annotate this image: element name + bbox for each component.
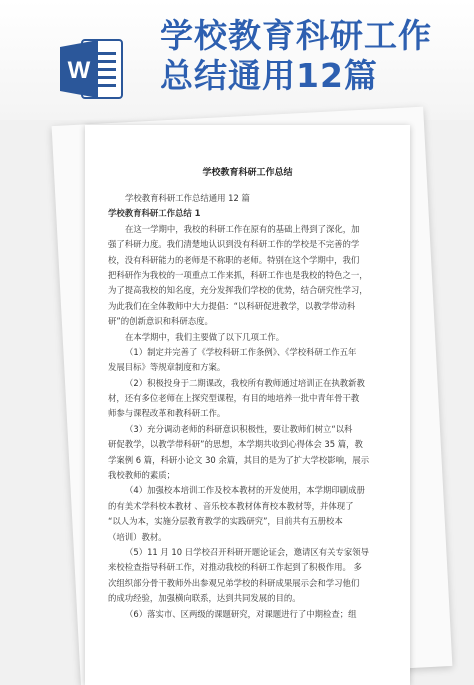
word-icon-letter: W: [67, 57, 91, 84]
page-title: [160, 16, 460, 96]
document-line: （1）制定并完善了《学校科研工作条例》、《学校科研工作五年: [125, 346, 357, 357]
document-line: （4）加强校本培训工作及校本教材的开发使用，本学期印刷成册: [125, 485, 365, 496]
header-banner: [0, 0, 474, 120]
document-line: 来校检查指导科研工作，对推动我校的科研工作起到了积极作用。 多: [108, 562, 362, 573]
document-line: （6）落实市、区两级的课题研究，对课题进行了中期检查；组: [125, 608, 357, 619]
document-line: （培训）教材。: [108, 531, 167, 542]
document-line: 在这一学期中，我校的科研工作在原有的基础上得到了深化，加: [125, 223, 360, 234]
document-line: 学案例 6 篇，科研小论文 30 余篇，其目的是为了扩大学校影响，展示: [108, 454, 370, 465]
document-line: （5）11 月 10 日学校召开科研开题论证会，邀请区有关专家领导: [125, 546, 370, 557]
document-line: 为了提高我校的知名度，充分发挥我们学校的优势，结合研究性学习，: [108, 285, 368, 296]
document-line: 我校教师的素质；: [108, 470, 175, 481]
document-line: 材，还有多位老师在上探究型课程，有目的地培养一批中青年骨干教: [108, 393, 360, 404]
document-line: 发展目标》等规章制度和方案。: [108, 362, 226, 373]
document-line: 次组织部分骨干教师外出参观兄弟学校的科研成果展示会和学习他们: [108, 577, 360, 588]
word-icon: [58, 34, 128, 104]
document-line: “以人为本，实施分层教育教学的实践研究”，目前共有五册校本: [108, 516, 343, 527]
document-line: 的有美术学科校本教材 、音乐校本教材体育校本教材等，并体现了: [108, 500, 354, 511]
document-title: 学校教育科研工作总结: [202, 168, 293, 178]
document-line: （3）充分调动老师的科研意识积极性，要让教师们树立“以科: [125, 423, 353, 434]
title-line-2: 总结通用12篇: [160, 56, 378, 95]
document-line: 学校教育科研工作总结通用 12 篇: [125, 193, 250, 203]
document-line: 学校教育科研工作总结 1: [108, 208, 201, 219]
document-line: 为此我们在全体教师中大力提倡：“以科研促进教学，以教学带动科: [108, 300, 356, 311]
document-line: 把科研作为我校的一项重点工作来抓，科研工作也是我校的特色之一，: [108, 269, 368, 280]
document-page: [85, 125, 410, 685]
document-body: [108, 191, 390, 622]
document-line: 强了科研力度。我们清楚地认识到没有科研工作的学校是不完善的学: [108, 239, 360, 250]
document-line: 师参与课程改革和教科研工作。: [108, 408, 226, 419]
document-line: 研促教学，以教学带科研”的思想，本学期共收到心得体会 35 篇，教: [108, 439, 363, 450]
document-line: 在本学期中，我们主要做了以下几项工作。: [125, 331, 285, 342]
document-line: 校，没有科研能力的老师是不称职的老师。特别在这个学期中，我们: [108, 254, 360, 265]
document-line: 研”的创新意识和科研态度。: [108, 316, 213, 327]
document-line: 的成功经验，加强横向联系，达到共同发展的目的。: [108, 593, 301, 604]
document-line: （2）积极投身于二期课改，我校所有教师通过培训正在执教新教: [125, 377, 365, 388]
title-line-1: 学校教育科研工作: [160, 16, 432, 55]
